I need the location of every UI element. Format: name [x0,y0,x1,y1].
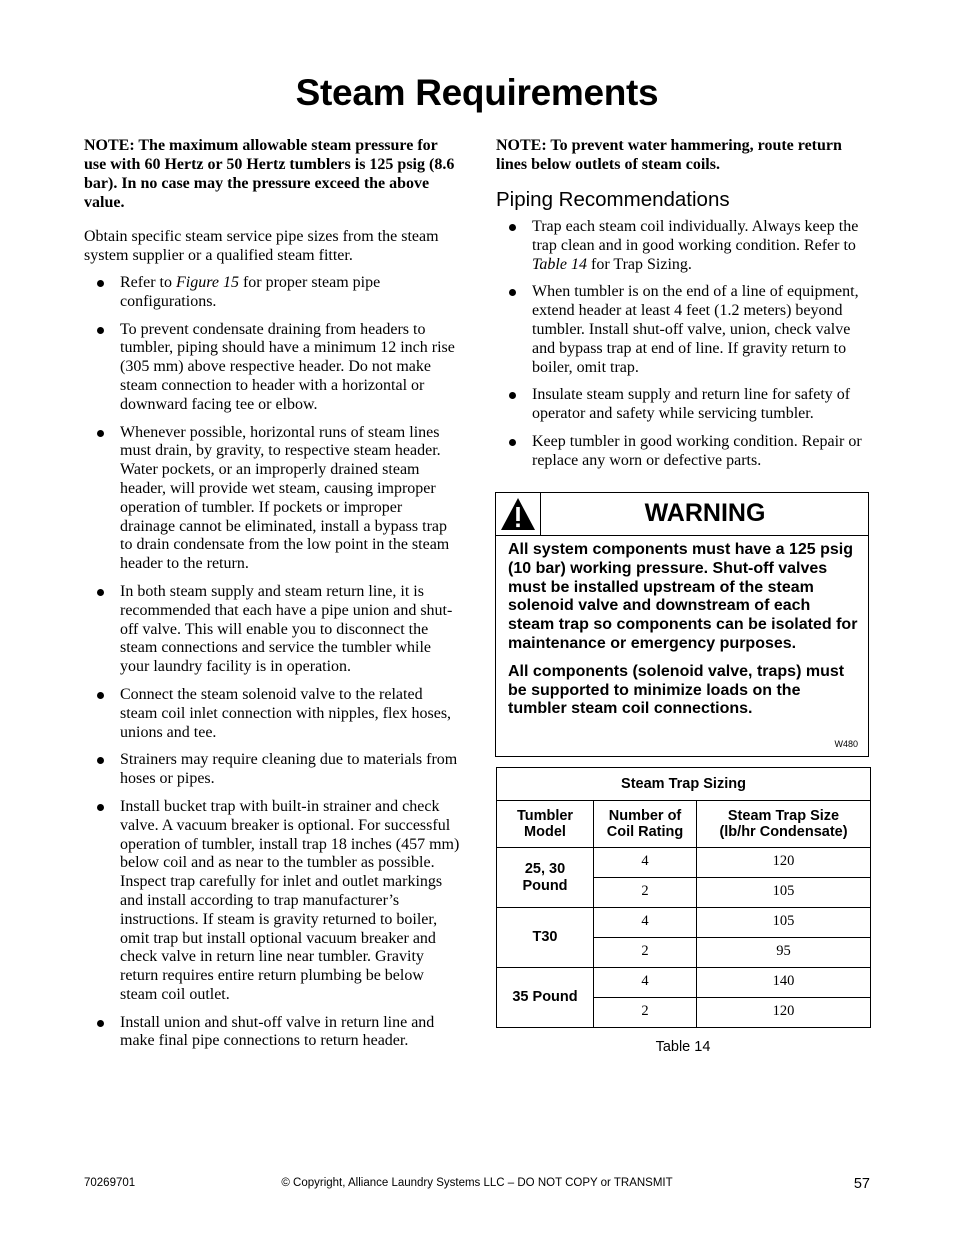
bullet-icon [97,692,104,699]
table-caption: Table 14 [655,1039,711,1055]
coil-rating-cell: 4 [594,968,697,998]
table-row [497,968,871,998]
steam-requirements-list [84,274,460,1051]
page-title: Steam Requirements [295,72,659,113]
warning-title: WARNING [644,499,766,527]
trap-size-cell: 120 [697,848,871,878]
water-hammer-note: NOTE: To prevent water hammering, route return lines below outlets of steam coils. [496,137,842,173]
warning-text-pressure: All system components must have a 125 psig (10 bar) working pressure. Shut-off valves must be installed upstream of the steam solenoid valve and downstream of each steam trap so components can be isolated for maintenance or emergency purposes. [508,541,858,652]
warning-code: W480 [834,739,858,749]
intro-paragraph: Obtain specific steam service pipe sizes from the steam system supplier or a qualified steam fitter. [84,228,439,264]
warning-triangle-icon [496,493,540,535]
bullet-icon [509,439,516,446]
coil-rating-cell: 4 [594,848,697,878]
coil-rating-cell: 2 [594,938,697,968]
right-column [496,136,870,471]
bullet-icon [97,757,104,764]
list-item: Whenever possible, horizontal runs of steam lines must drain, by gravity, to respective steam header. Water pockets, or an improperly drained steam header, will provide wet steam, causing improper operation of tumbler. If pockets or improper drainage cannot be eliminated, install a bypass trap to drain condensate from the low point in the steam header to the return. [84,424,460,574]
list-item: Install union and shut-off valve in return line and make final pipe connections to return header. [84,1014,460,1052]
piping-recommendations-list [496,218,870,471]
bullet-icon [97,804,104,811]
model-cell: 25, 30 Pound [497,848,594,908]
column-header-model: Tumbler Model [497,801,594,848]
table-row [497,908,871,938]
bullet-icon [97,280,104,287]
list-item: Trap each steam coil individually. Always keep the trap clean and in good working condition. Refer to Table 14 for Trap Sizing. [496,218,870,274]
table-row [497,848,871,878]
list-item: Install bucket trap with built-in strainer and check valve. A vacuum breaker is optional. For successful operation of tumbler, install trap 18 inches (457 mm) below coil and as near to the tumbler as possible. Inspect trap carefully for inlet and outlet markings and install according to trap manufacturer’s instructions. If steam is gravity returned to boiler, omit trap but install optional vacuum breaker and check valve in return line near tumbler. Gravity return requires entire return plumbing be below steam coil outlet. [84,798,460,1005]
coil-rating-cell: 4 [594,908,697,938]
list-item: To prevent condensate draining from headers to tumbler, piping should have a minimum 12 inch rise (305 mm) above respective header. Do not make steam connection to header with a horizontal or downward facing tee or elbow. [84,321,460,415]
steam-trap-sizing-table [496,767,871,1028]
coil-rating-cell: 2 [594,998,697,1028]
table-reference-link[interactable]: Table 14 [532,255,587,273]
trap-size-cell: 105 [697,878,871,908]
column-header-coil-rating: Number of Coil Rating [594,801,697,848]
left-column [84,136,460,1051]
bullet-icon [97,589,104,596]
bullet-icon [97,1020,104,1027]
table-title: Steam Trap Sizing [497,768,871,801]
warning-box [495,492,869,757]
model-cell: 35 Pound [497,968,594,1028]
bullet-icon [509,224,516,231]
trap-size-cell: 105 [697,908,871,938]
bullet-icon [509,289,516,296]
bullet-icon [509,392,516,399]
list-item: Keep tumbler in good working condition. Repair or replace any worn or defective parts. [496,433,870,471]
warning-body [508,541,860,719]
warning-icon-cell [496,493,541,535]
warning-header [496,493,868,536]
column-header-trap-size: Steam Trap Size (lb/hr Condensate) [697,801,871,848]
figure-reference-link[interactable]: Figure 15 [175,274,239,291]
pressure-note: NOTE: The maximum allowable steam pressure for use with 60 Hertz or 50 Hertz tumblers is 125 psig (8.6 bar). In no case may the pressure exceed the above value. [84,137,455,211]
list-item: Connect the steam solenoid valve to the related steam coil inlet connection with nipples, flex hoses, unions and tee. [84,686,460,742]
trap-size-cell: 120 [697,998,871,1028]
piping-recommendations-heading: Piping Recommendations [496,188,730,211]
document-number: 70269701 [84,1177,136,1189]
bullet-icon [97,327,104,334]
model-cell: T30 [497,908,594,968]
trap-size-cell: 95 [697,938,871,968]
bullet-icon [97,430,104,437]
list-item: Refer to Figure 15 for proper steam pipe configurations. [84,274,460,312]
trap-size-cell: 140 [697,968,871,998]
copyright-notice: © Copyright, Alliance Laundry Systems LLC – DO NOT COPY or TRANSMIT [281,1177,673,1189]
page-number: 57 [853,1176,870,1192]
warning-text-support: All components (solenoid valve, traps) must be supported to minimize loads on the tumbler steam coil connections. [508,662,845,718]
list-item: In both steam supply and steam return line, it is recommended that each have a pipe union and shut-off valve. This will enable you to disconnect the steam connections and service the tumbler while your laundry facility is in operation. [84,583,460,677]
list-item: Insulate steam supply and return line for safety of operator and safety while servicing tumbler. [496,386,870,424]
list-item: When tumbler is on the end of a line of equipment, extend header at least 4 feet (1.2 meters) beyond tumbler. Install shut-off valve, union, check valve and bypass trap at end of line. If gravity return to boiler, omit trap. [496,283,870,377]
list-item: Strainers may require cleaning due to materials from hoses or pipes. [84,751,460,789]
coil-rating-cell: 2 [594,878,697,908]
